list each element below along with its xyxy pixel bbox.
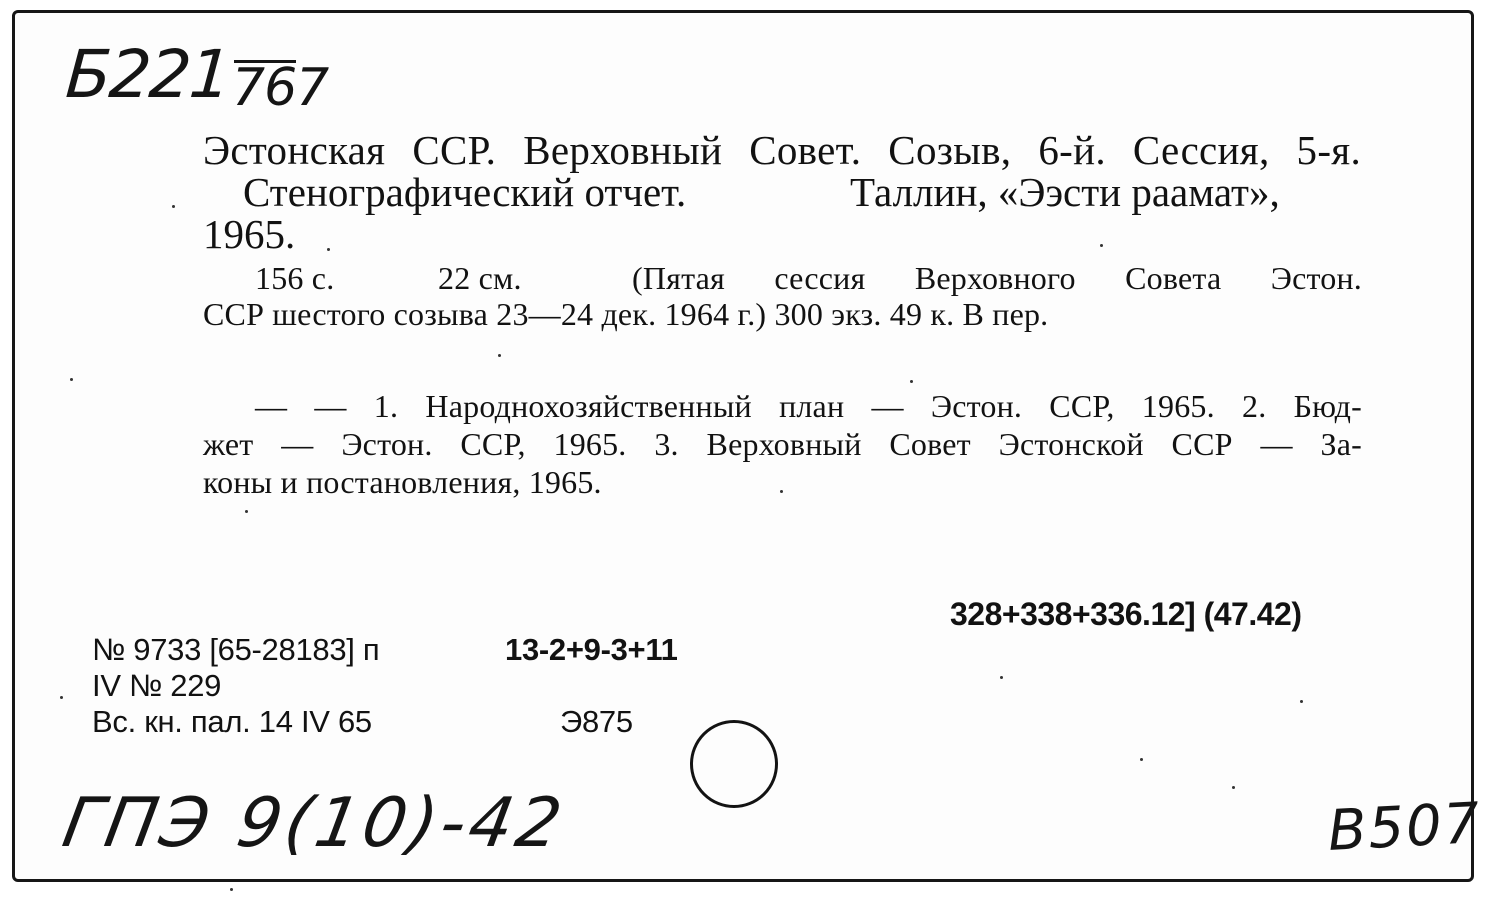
- speck: [230, 888, 233, 891]
- imprint-code: 13-2+9-3+11: [505, 632, 678, 667]
- speck: [1232, 786, 1235, 789]
- speck: [245, 510, 248, 513]
- speck: [780, 490, 783, 493]
- speck: [70, 378, 73, 381]
- speck: [1100, 244, 1103, 247]
- heading-line-3: 1965.: [203, 211, 296, 257]
- speck: [1300, 700, 1303, 703]
- speck: [1000, 676, 1003, 679]
- handwritten-call-fraction: 767: [232, 58, 329, 118]
- handwritten-call-number: Б221: [63, 36, 232, 113]
- imprint-order: Э875: [560, 704, 633, 739]
- imprint-chamber: Вс. кн. пал. 14 IV 65: [92, 704, 372, 739]
- classification-index: 328+338+336.12] (47.42): [950, 596, 1302, 632]
- speck: [1140, 758, 1143, 761]
- speck: [910, 380, 913, 383]
- subjects-line-3: коны и постановления, 1965.: [203, 464, 602, 500]
- speck: [327, 248, 330, 251]
- collation-note-2: ССР шестого созыва 23—24 дек. 1964 г.) 300 экз. 49 к. В пер.: [203, 296, 1049, 332]
- speck: [498, 354, 501, 357]
- punch-hole-circle: [690, 720, 778, 808]
- heading-line-1: Эстонская ССР. Верховный Совет. Созыв, 6-й. Сессия, 5-я.: [203, 127, 1361, 173]
- imprint-series: IV № 229: [92, 668, 222, 703]
- imprint-number: № 9733 [65-28183] п: [92, 632, 380, 667]
- handwritten-shelfmark: ГПЭ 9(10)-42: [57, 784, 572, 863]
- collation-note-1: (Пятая сессия Верховного Совета Эстон.: [632, 260, 1362, 296]
- heading-line-2b: Таллин, «Ээсти раамат»,: [850, 169, 1280, 215]
- heading-line-2a: Стенографический отчет.: [243, 169, 687, 215]
- subjects-line-2: жет — Эстон. ССР, 1965. 3. Верховный Совет Эстонской ССР — За-: [203, 426, 1362, 462]
- handwritten-inventory-number: В507: [1326, 791, 1483, 864]
- collation-size: 22 см.: [438, 260, 522, 296]
- speck: [172, 205, 175, 208]
- speck: [60, 696, 63, 699]
- subjects-line-1: — — 1. Народнохозяйственный план — Эстон. ССР, 1965. 2. Бюд-: [255, 388, 1362, 424]
- collation-pages: 156 с.: [255, 260, 335, 296]
